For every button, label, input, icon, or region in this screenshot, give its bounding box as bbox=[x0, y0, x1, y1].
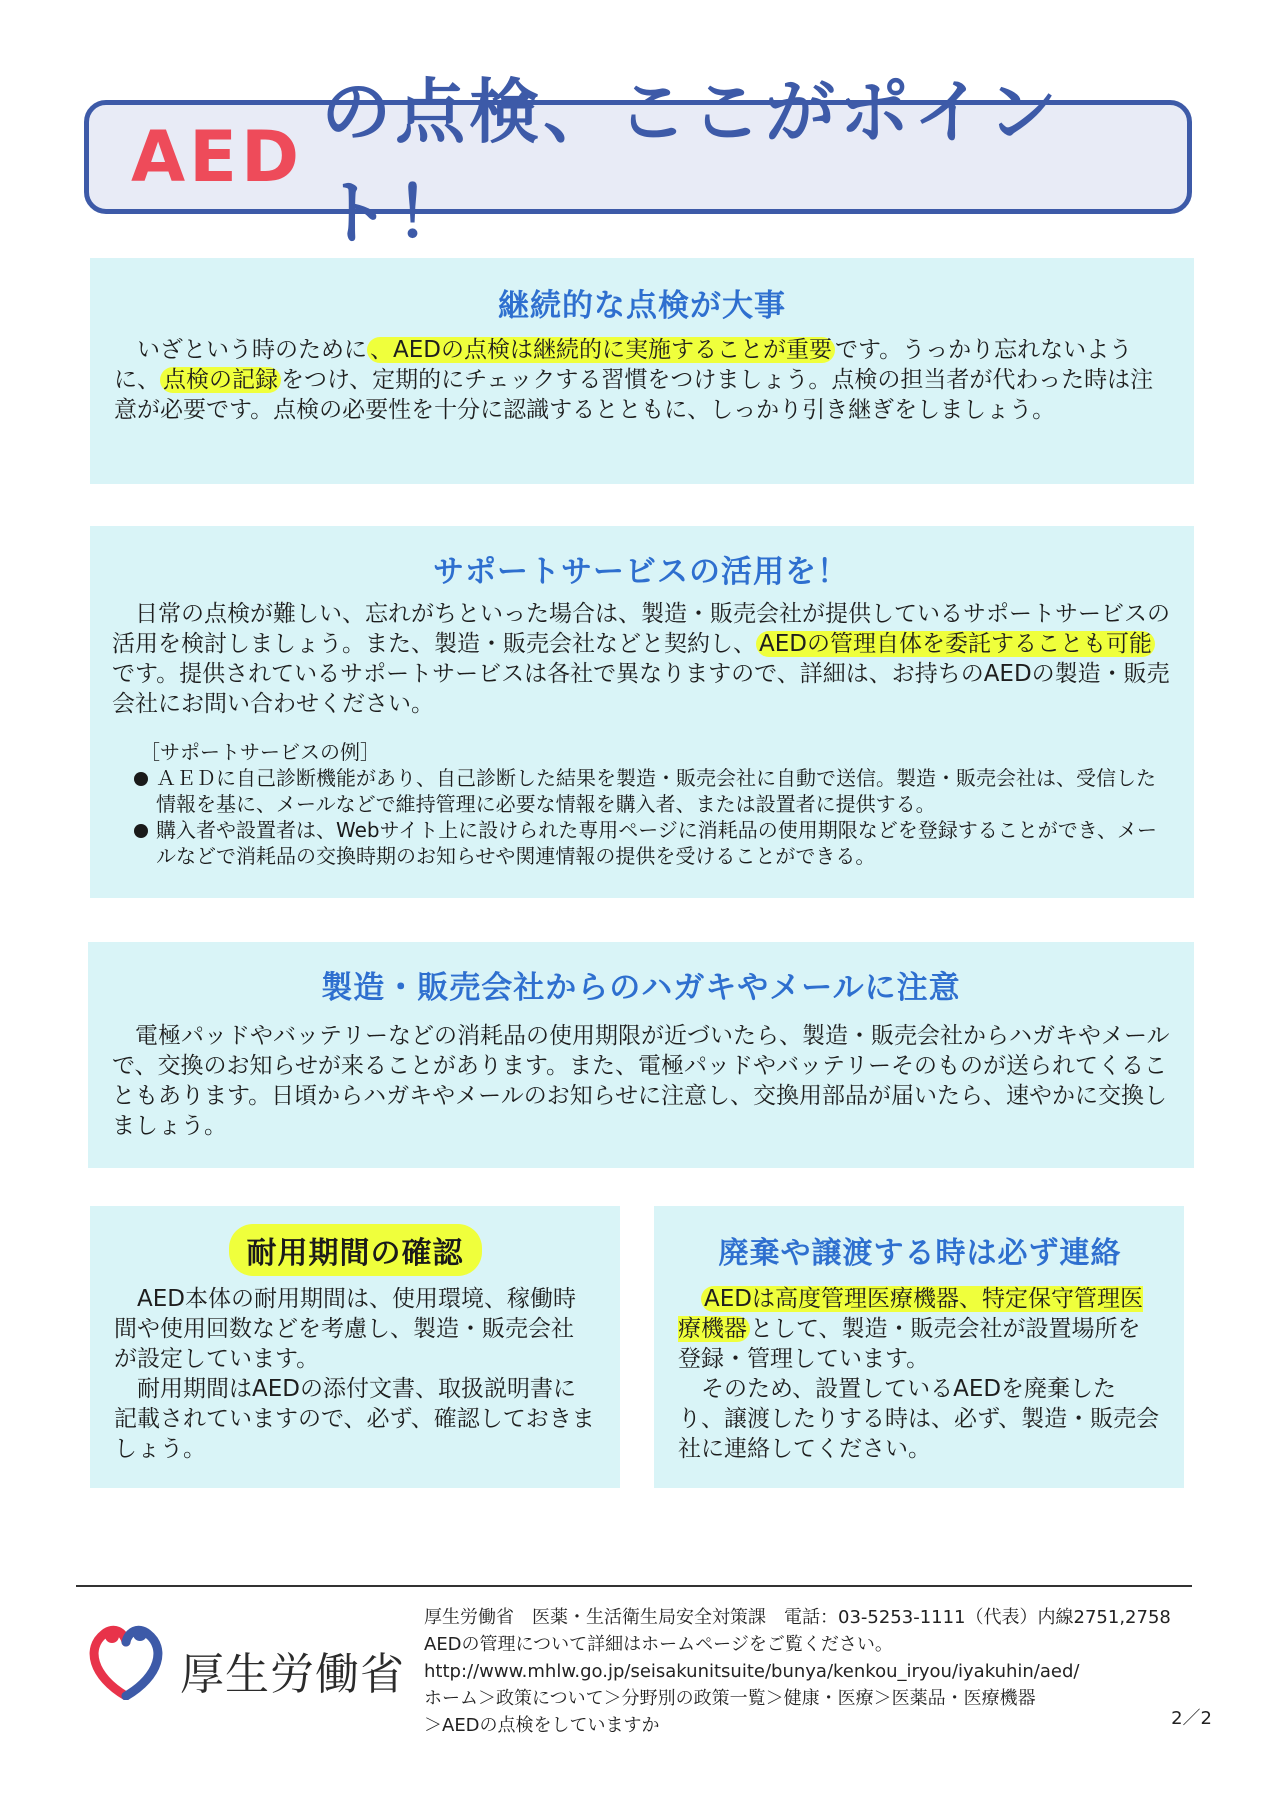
section-heading: 廃棄や譲渡する時は必ず連絡 bbox=[718, 1236, 1122, 1271]
contact-url[interactable]: http://www.mhlw.go.jp/seisakunitsuite/bunya/kenkou_iryou/iyakuhin/aed/ bbox=[424, 1661, 1080, 1682]
section-body: いざという時のために 、AEDの点検は継続的に実施することが重要 です。うっかり忘れないように、 点検の記録 をつけ、定期的にチェックする習慣をつけましょう。点検の担当者が代わった時は注意が必要です。点検の必要性を十分に認識するとともに、しっかり引き継ぎをしましょう。 bbox=[114, 337, 1154, 423]
title-aed: AED bbox=[131, 116, 304, 198]
contact-line: ホーム＞政策について＞分野別の政策一覧＞健康・医療＞医薬品・医療機器 bbox=[424, 1688, 1036, 1709]
list-item: ＡＥＤに自己診断機能があり、自己診断した結果を製造・販売会社に自動で送信。製造・販売会社は、受信した情報を基に、メールなどで維持管理に必要な情報を購入者、または設置者に提供する。 bbox=[112, 765, 1170, 817]
section-body: 日常の点検が難しい、忘れがちといった場合は、製造・販売会社が提供しているサポートサービスの活用を検討しましょう。また、製造・販売会社などと契約し、 AEDの管理自体を委託することも可能です。提供されているサポートサービスは各社で異なりますので、詳細は、お持ちのAEDの製造・販売会社にお問い合わせください。 bbox=[112, 601, 1170, 717]
mhlw-logo bbox=[86, 1618, 416, 1708]
highlight: 点検の記録 bbox=[160, 367, 281, 393]
section-body: 耐用期間はAEDの添付文書、取扱説明書に記載されていますので、必ず、確認しておきましょう。 bbox=[114, 1376, 595, 1462]
section-body: 電極パッドやバッテリーなどの消耗品の使用期限が近づいたら、製造・販売会社からハガキやメールで、交換のお知らせが来ることがあります。また、電極パッドやバッテリーそのものが送られてくることもあります。日頃からハガキやメールのお知らせに注意し、交換用部品が届いたら、速やかに交換しましょう。 bbox=[112, 1023, 1170, 1139]
highlight: 、AEDの点検は継続的に実施することが重要 bbox=[367, 337, 835, 363]
page-title bbox=[84, 71, 1192, 254]
list-item: 購入者や設置者は、Webサイト上に設けられた専用ページに消耗品の使用期限などを登録することができ、メールなどで消耗品の交換時期のお知らせや関連情報の提供を受けることができる。 bbox=[112, 817, 1170, 869]
section-body: AEDは高度管理医療機器、特定保守管理医療機器 として、製造・販売会社が設置場所を登録・管理しています。 bbox=[678, 1286, 1143, 1372]
examples-list bbox=[112, 765, 1170, 869]
support-examples bbox=[112, 739, 1170, 869]
section-body: AED本体の耐用期間は、使用環境、稼働時間や使用回数などを考慮し、製造・販売会社が設定しています。 bbox=[114, 1286, 576, 1372]
section-service-life bbox=[90, 1206, 620, 1488]
title-rest: の点検、ここがポイント！ bbox=[321, 71, 1062, 254]
org-name: 厚生労働省 bbox=[180, 1649, 405, 1700]
section-disposal-transfer bbox=[654, 1206, 1184, 1488]
page-number: 2／2 bbox=[1171, 1708, 1212, 1729]
footer-divider bbox=[76, 1585, 1192, 1587]
section-postcard-email-notice bbox=[88, 942, 1194, 1168]
section-continuous-inspection bbox=[90, 258, 1194, 484]
section-heading: 製造・販売会社からのハガキやメールに注意 bbox=[321, 970, 961, 1006]
section-heading bbox=[114, 1224, 596, 1276]
highlight: AEDは高度管理医療機器、特定保守管理医療機器 bbox=[678, 1286, 1143, 1342]
heading-highlight: 耐用期間の確認 bbox=[229, 1224, 482, 1276]
contact-line: ＞AEDの点検をしていますか bbox=[424, 1715, 660, 1736]
section-heading: 継続的な点検が大事 bbox=[498, 288, 786, 324]
examples-title: ［サポートサービスの例］ bbox=[140, 740, 380, 764]
contact-info bbox=[424, 1604, 1171, 1739]
contact-line: AEDの管理について詳細はホームページをご覧ください。 bbox=[424, 1634, 893, 1655]
highlight: AEDの管理自体を委託することも可能 bbox=[756, 631, 1155, 657]
mhlw-logo-icon bbox=[86, 1618, 166, 1700]
contact-line: 厚生労働省 医薬・生活衛生局安全対策課 電話：03-5253-1111（代表）内線2751,2758 bbox=[424, 1607, 1171, 1628]
section-heading: サポートサービスの活用を！ bbox=[433, 554, 849, 590]
section-body: そのため、設置しているAEDを廃棄したり、譲渡したりする時は、必ず、製造・販売会社に連絡してください。 bbox=[678, 1376, 1160, 1462]
section-support-services bbox=[90, 526, 1194, 898]
